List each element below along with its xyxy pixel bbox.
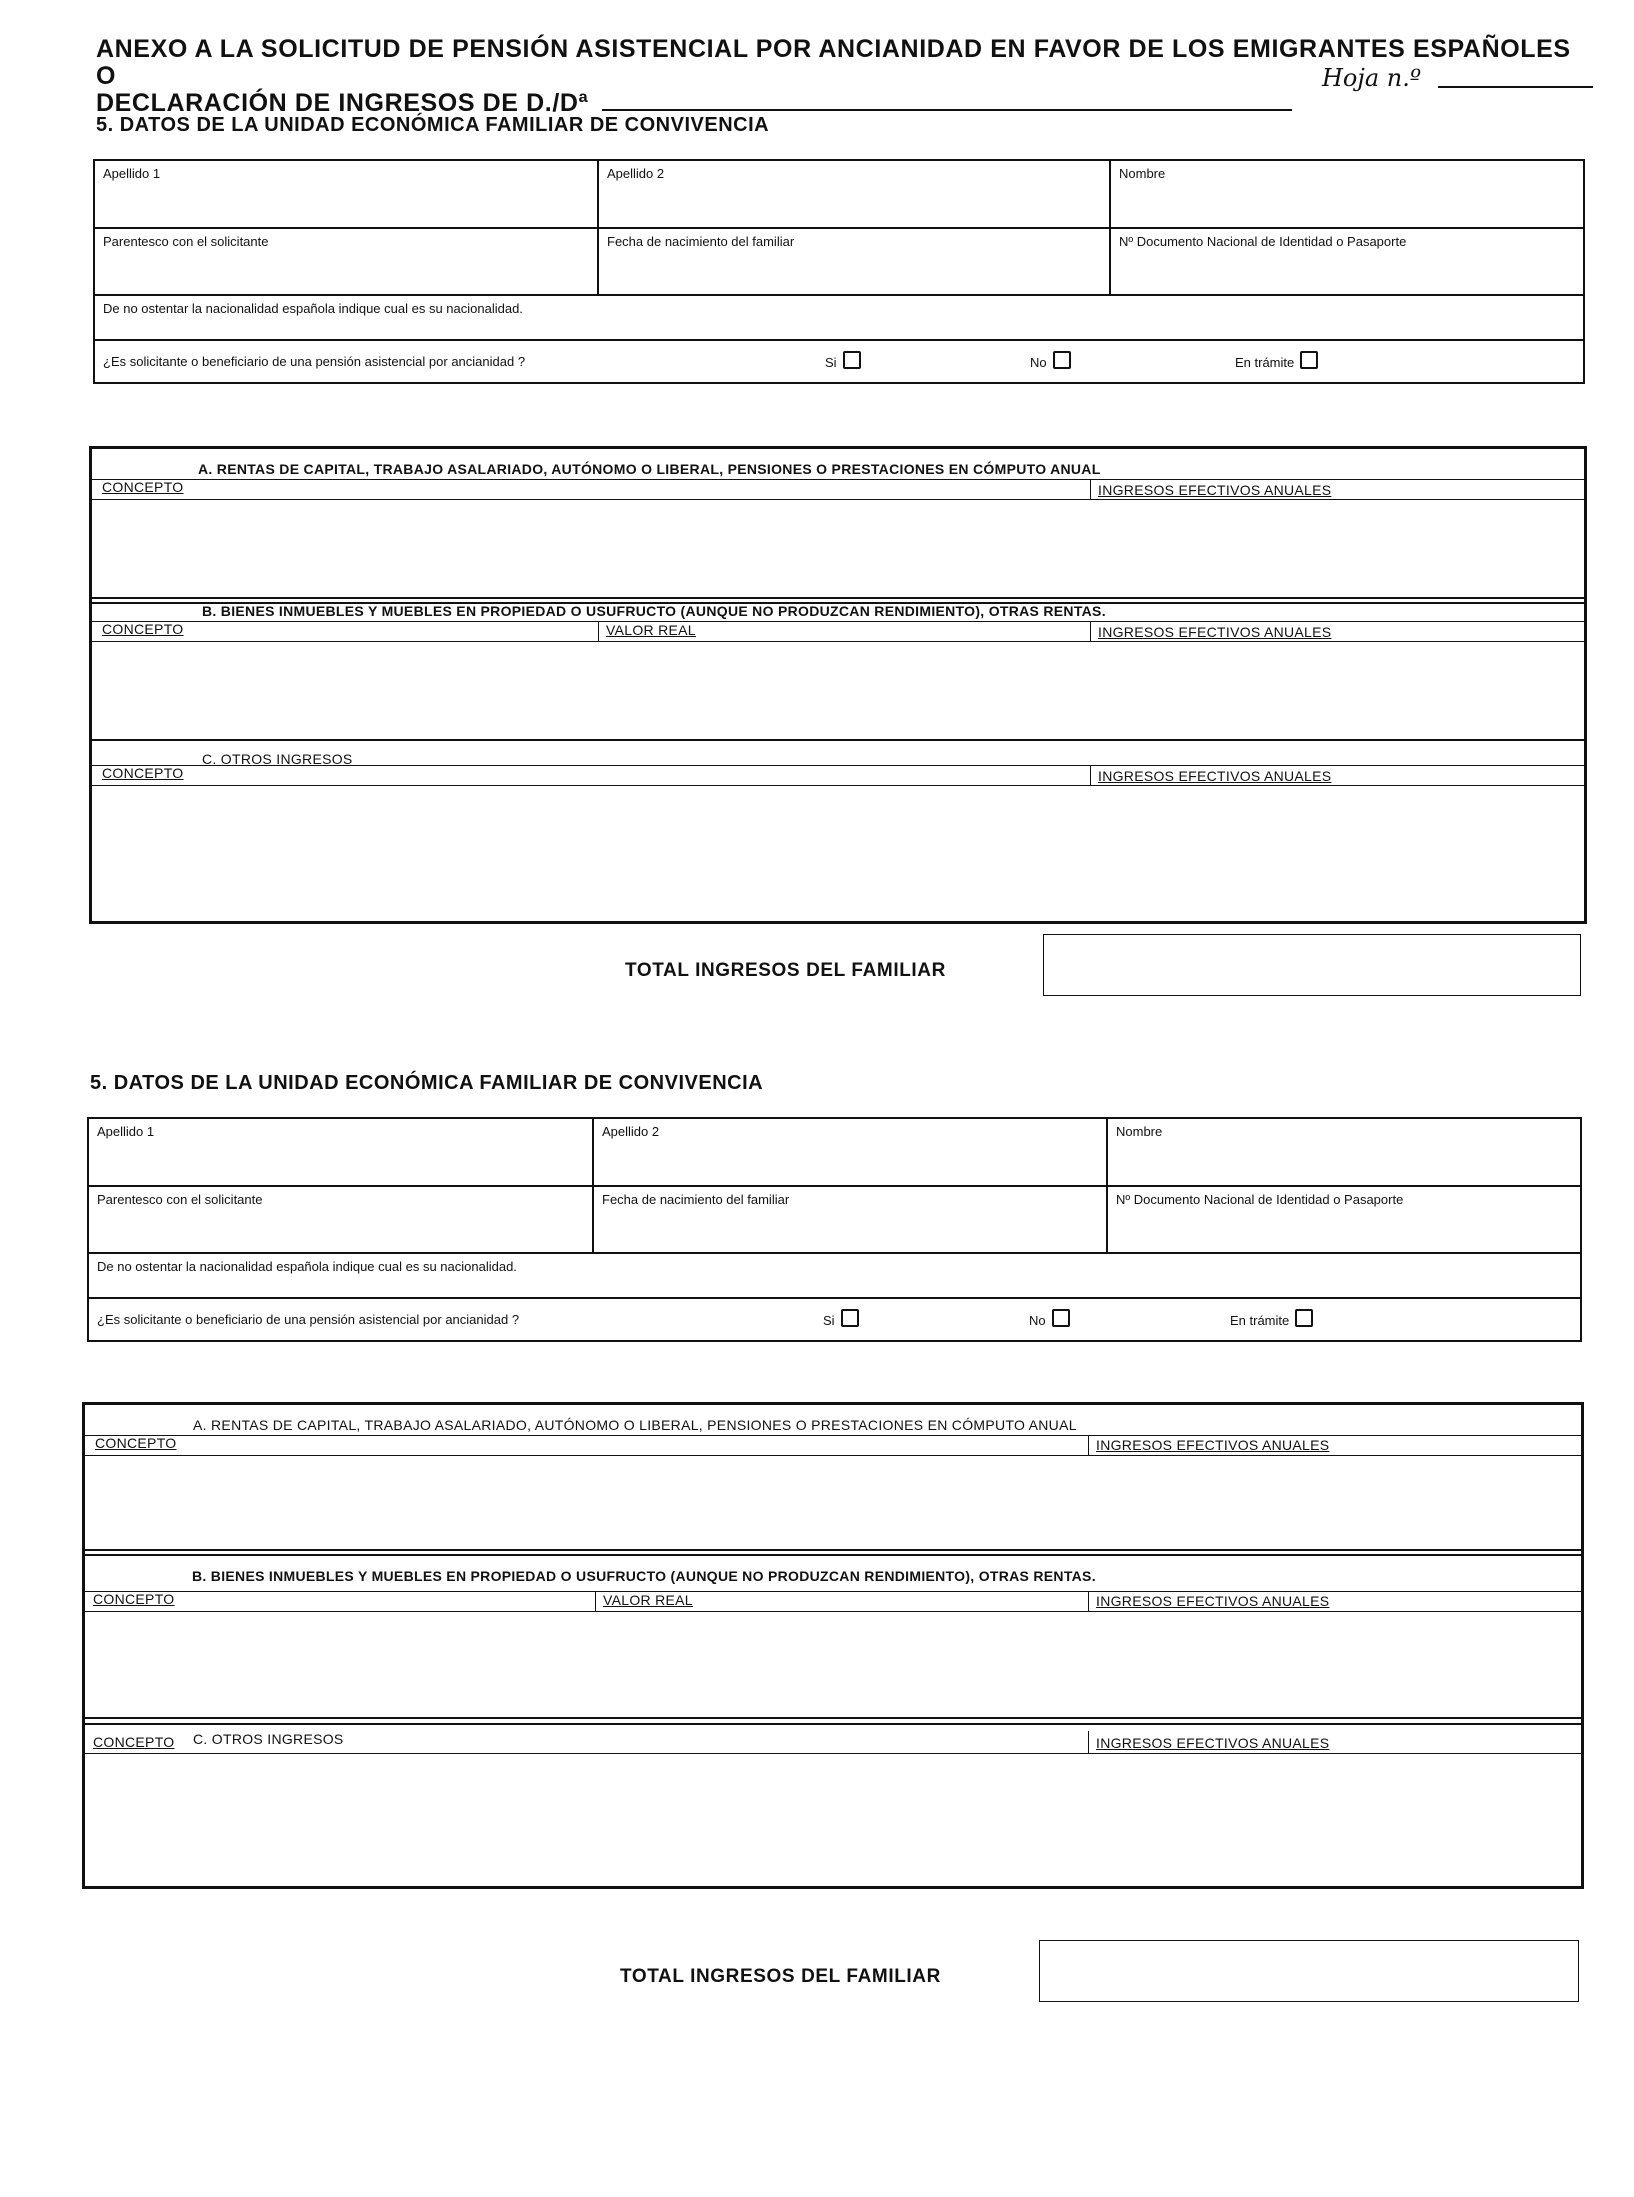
family-member-data-box	[93, 159, 1585, 384]
section-a-concept-header: CONCEPTO	[102, 479, 184, 495]
section-b-title: B. BIENES INMUEBLES Y MUEBLES EN PROPIEDAD O USUFRUCTO (AUNQUE NO PRODUZCAN RENDIMIENTO), OTRAS RENTAS.	[192, 1568, 1096, 1584]
section-b-title: B. BIENES INMUEBLES Y MUEBLES EN PROPIEDAD O USUFRUCTO (AUNQUE NO PRODUZCAN RENDIMIENTO), OTRAS RENTAS.	[202, 603, 1106, 619]
option-in-process-label: En trámite	[1230, 1313, 1290, 1328]
section-b-entry-area[interactable]	[85, 1613, 1581, 1717]
income-box	[89, 446, 1587, 924]
checkbox-yes[interactable]	[843, 351, 861, 369]
section-c-title: C. OTROS INGRESOS	[193, 1731, 344, 1747]
section-a-income-header: INGRESOS EFECTIVOS ANUALES	[1098, 482, 1332, 498]
surname-2-label: Apellido 2	[607, 166, 665, 181]
id-document-field[interactable]	[1108, 1187, 1580, 1252]
id-document-label: Nº Documento Nacional de Identidad o Pasaporte	[1116, 1192, 1404, 1207]
option-in-process-label: En trámite	[1235, 355, 1295, 370]
sheet-number-field[interactable]	[1438, 86, 1593, 88]
option-no	[1030, 351, 1071, 370]
surname-2-label: Apellido 2	[602, 1124, 660, 1139]
section-c-concept-header: CONCEPTO	[93, 1734, 175, 1750]
pension-question-row	[89, 1299, 1580, 1339]
checkbox-no[interactable]	[1053, 351, 1071, 369]
section-c-title: C. OTROS INGRESOS	[202, 751, 353, 767]
section-a-entry-area[interactable]	[92, 501, 1584, 597]
total-income-label: TOTAL INGRESOS DEL FAMILIAR	[620, 1966, 941, 1987]
section-b-value-header: VALOR REAL	[603, 1592, 693, 1608]
section-b-concept-header: CONCEPTO	[93, 1591, 175, 1607]
birth-date-field[interactable]	[599, 229, 1111, 294]
surname-1-label: Apellido 1	[103, 166, 161, 181]
section-b-income-header: INGRESOS EFECTIVOS ANUALES	[1096, 1593, 1330, 1609]
section-a-title: A. RENTAS DE CAPITAL, TRABAJO ASALARIADO, AUTÓNOMO O LIBERAL, PENSIONES O PRESTACIONES EN CÓMPUTO ANUAL	[198, 461, 1101, 477]
option-no-label: No	[1030, 355, 1047, 370]
total-income-field[interactable]	[1043, 934, 1581, 996]
birth-date-label: Fecha de nacimiento del familiar	[607, 234, 795, 249]
section-c-income-header: INGRESOS EFECTIVOS ANUALES	[1098, 768, 1332, 784]
birth-date-label: Fecha de nacimiento del familiar	[602, 1192, 790, 1207]
family-member-data-box	[87, 1117, 1582, 1342]
total-income-field[interactable]	[1039, 1940, 1579, 2002]
option-yes	[823, 1309, 859, 1328]
section-b-concept-header: CONCEPTO	[102, 621, 184, 637]
option-in-process	[1230, 1309, 1313, 1328]
surname-2-field[interactable]	[594, 1119, 1108, 1185]
total-income-label: TOTAL INGRESOS DEL FAMILIAR	[625, 960, 946, 981]
surname-1-field[interactable]	[95, 161, 599, 227]
name-field[interactable]	[1108, 1119, 1580, 1185]
section-b-entry-area[interactable]	[92, 643, 1584, 739]
section-c-concept-header: CONCEPTO	[102, 765, 184, 781]
option-in-process	[1235, 351, 1318, 370]
income-box	[82, 1402, 1584, 1889]
section-a-title: A. RENTAS DE CAPITAL, TRABAJO ASALARIADO, AUTÓNOMO O LIBERAL, PENSIONES O PRESTACIONES EN CÓMPUTO ANUAL	[193, 1417, 1077, 1433]
pension-question-row	[95, 341, 1583, 381]
applicant-name-field[interactable]	[602, 109, 1292, 111]
sheet-number-label: Hoja n.º	[1322, 64, 1422, 92]
section-5-title: 5. DATOS DE LA UNIDAD ECONÓMICA FAMILIAR DE CONVIVENCIA	[96, 114, 770, 136]
option-yes-label: Si	[825, 355, 837, 370]
section-a-entry-area[interactable]	[85, 1457, 1581, 1549]
section-b-income-header: INGRESOS EFECTIVOS ANUALES	[1098, 624, 1332, 640]
relationship-field[interactable]	[89, 1187, 594, 1252]
option-yes	[825, 351, 861, 370]
option-yes-label: Si	[823, 1313, 835, 1328]
section-c-income-header: INGRESOS EFECTIVOS ANUALES	[1096, 1735, 1330, 1751]
title-line-1: ANEXO A LA SOLICITUD DE PENSIÓN ASISTENCIAL POR ANCIANIDAD EN FAVOR DE LOS EMIGRANTES ESPAÑOLES O	[96, 35, 1571, 90]
pension-question-label: ¿Es solicitante o beneficiario de una pensión asistencial por ancianidad ?	[97, 1312, 520, 1327]
checkbox-in-process[interactable]	[1295, 1309, 1313, 1327]
name-label: Nombre	[1119, 166, 1166, 181]
relationship-field[interactable]	[95, 229, 599, 294]
section-b-value-header: VALOR REAL	[606, 622, 696, 638]
name-field[interactable]	[1111, 161, 1583, 227]
surname-2-field[interactable]	[599, 161, 1111, 227]
pension-question-label: ¿Es solicitante o beneficiario de una pensión asistencial por ancianidad ?	[103, 354, 526, 369]
section-a-income-header: INGRESOS EFECTIVOS ANUALES	[1096, 1437, 1330, 1453]
nationality-label: De no ostentar la nacionalidad española indique cual es su nacionalidad.	[103, 301, 523, 316]
checkbox-in-process[interactable]	[1300, 351, 1318, 369]
nationality-field[interactable]	[89, 1254, 1580, 1299]
option-no-label: No	[1029, 1313, 1046, 1328]
id-document-label: Nº Documento Nacional de Identidad o Pasaporte	[1119, 234, 1407, 249]
name-label: Nombre	[1116, 1124, 1163, 1139]
title-line-2: DECLARACIÓN DE INGRESOS DE D./Dª	[96, 89, 589, 117]
nationality-label: De no ostentar la nacionalidad española indique cual es su nacionalidad.	[97, 1259, 517, 1274]
surname-1-field[interactable]	[89, 1119, 594, 1185]
option-no	[1029, 1309, 1070, 1328]
checkbox-no[interactable]	[1052, 1309, 1070, 1327]
relationship-label: Parentesco con el solicitante	[97, 1192, 263, 1207]
relationship-label: Parentesco con el solicitante	[103, 234, 269, 249]
id-document-field[interactable]	[1111, 229, 1583, 294]
nationality-field[interactable]	[95, 296, 1583, 341]
section-c-entry-area[interactable]	[92, 787, 1584, 919]
section-a-concept-header: CONCEPTO	[95, 1435, 177, 1451]
checkbox-yes[interactable]	[841, 1309, 859, 1327]
section-5-title: 5. DATOS DE LA UNIDAD ECONÓMICA FAMILIAR DE CONVIVENCIA	[90, 1072, 764, 1094]
surname-1-label: Apellido 1	[97, 1124, 155, 1139]
section-c-entry-area[interactable]	[85, 1755, 1581, 1883]
birth-date-field[interactable]	[594, 1187, 1108, 1252]
